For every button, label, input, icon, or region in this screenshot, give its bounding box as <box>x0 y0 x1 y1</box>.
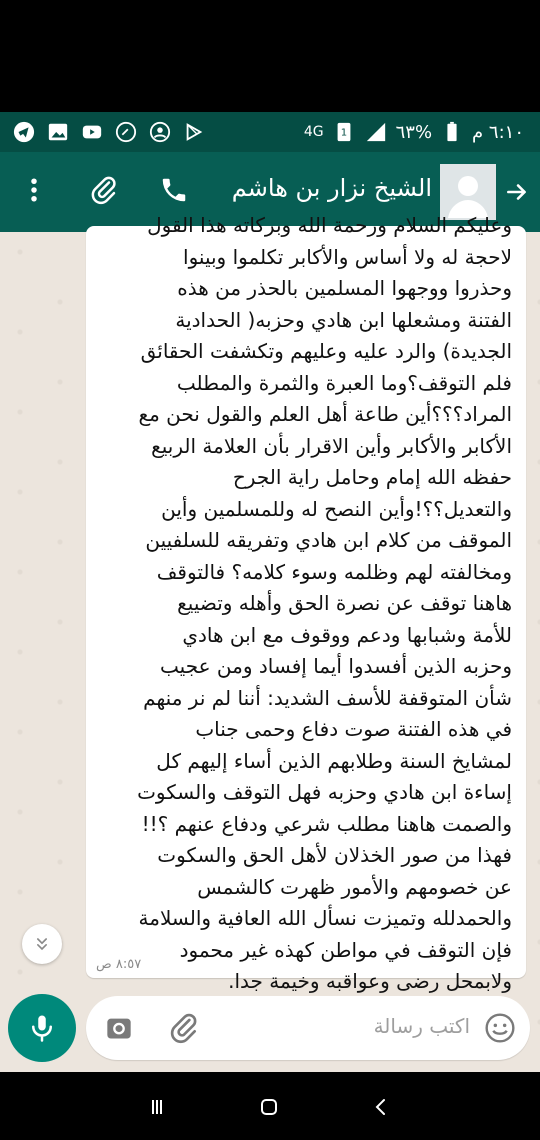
scroll-down-button[interactable] <box>22 924 62 964</box>
input-bar <box>0 986 540 1072</box>
message-bubble[interactable] <box>86 213 526 993</box>
message-line: الجديدة) والرد عليه وعليهم وتكشفت الحقائق <box>140 339 512 363</box>
message-line: فلم التوقف؟وما العبرة والثمرة والمطلب <box>176 370 512 395</box>
microphone-icon <box>27 1013 57 1043</box>
message-line: حفظه الله إمام وحامل راية الجرح <box>232 465 512 489</box>
message-line: وحزبه الذين أفسدوا أيما إفساد ومن عجيب <box>160 654 512 678</box>
message-line: شأن المتوقفة للأسف الشديد: أننا لم نر منهم <box>143 685 512 710</box>
phone-icon <box>159 175 189 205</box>
gallery-icon <box>46 120 70 144</box>
message-line: هاهنا توقف عن نصرة الحق وأهله وتضييع <box>177 591 512 615</box>
chevron-left-icon <box>369 1095 393 1119</box>
top-black-band <box>0 0 540 112</box>
message-line: فإن التوقف في مواطن كهذه غير محمود <box>179 937 512 962</box>
menu-lines-icon <box>145 1095 169 1119</box>
signal-icon <box>364 120 388 144</box>
home-square-icon <box>257 1095 281 1119</box>
message-line: وعليكم السلام ورحمة الله وبركاته هذا القول <box>147 213 512 237</box>
battery-percent: %٦٣ <box>395 121 433 143</box>
message-time: ٨:٥٧ ص <box>96 957 142 972</box>
double-chevron-down-icon <box>32 934 52 954</box>
system-nav-bar <box>0 1072 540 1140</box>
message-line: لمشايخ السنة وطلابهم الذين أساء إليهم كل <box>156 748 512 773</box>
message-line: والصمت هاهنا مطلب شرعي ودفاع عنهم ؟!! <box>141 811 512 836</box>
contact-name[interactable]: الشيخ نزار بن هاشم <box>231 174 432 202</box>
message-line: لاحجة له ولا أساس والأكابر تكلموا وبينوا <box>183 244 512 269</box>
attach-header-button[interactable] <box>84 170 124 210</box>
paperclip-icon[interactable] <box>168 1012 200 1044</box>
message-line: في هذه الفتنة صوت دفاع وحمى جناب <box>195 717 512 741</box>
mic-button[interactable] <box>8 994 76 1062</box>
youtube-icon <box>80 120 104 144</box>
back-nav-button[interactable] <box>366 1094 396 1120</box>
message-input[interactable] <box>86 996 530 1060</box>
camera-icon[interactable] <box>104 1014 134 1042</box>
arrow-back-icon <box>504 179 530 205</box>
status-notifications <box>12 120 206 144</box>
notification-icon <box>148 120 172 144</box>
home-button[interactable] <box>254 1094 284 1120</box>
telegram-icon <box>12 120 36 144</box>
message-line: فهذا من صور الخذلان لأهل الحق والسكوت <box>157 843 512 867</box>
emoji-icon[interactable] <box>484 1012 516 1044</box>
play-store-icon <box>182 120 206 144</box>
sim-icon <box>332 120 356 144</box>
message-line: الموقف من كلام ابن هادي وتفريقه للسلفيين <box>145 528 512 552</box>
message-line: الفتنة ومشعلها ابن هادي وحزبه( الحدادية <box>175 307 512 332</box>
message-placeholder: اكتب رسالة <box>373 1014 470 1038</box>
message-line: عن خصومهم والأمور ظهرت كالشمس <box>197 874 512 899</box>
message-line: والتعديل؟؟!وأين النصح له وللمسلمين وأين <box>161 496 512 521</box>
call-button[interactable] <box>154 170 194 210</box>
paperclip-icon <box>89 175 119 205</box>
back-button[interactable] <box>500 174 534 210</box>
network-type: 4G <box>303 124 324 140</box>
status-time: ٦:١٠ م <box>472 121 524 143</box>
svg-text:1: 1 <box>340 127 347 139</box>
battery-icon <box>440 120 464 144</box>
message-line: للأمة وشبابها ودعم ووقوف مع ابن هادي <box>182 622 512 647</box>
message-line: الأكابر والأكابر وأين الاقرار بأن العلامة الربيع <box>151 433 512 458</box>
message-line: وحذروا ووجهوا المسلمين بالحذر من هذه <box>177 276 512 300</box>
header-actions <box>14 170 194 210</box>
recents-button[interactable] <box>142 1094 172 1120</box>
chat-area[interactable] <box>0 213 540 1072</box>
message-line: ومخالفته لهم وظلمه وسوء كلامه؟ فالتوقف <box>156 559 512 584</box>
message-line: إساءة ابن هادي وحزبه فهل التوقف والسكوت <box>137 780 512 804</box>
message-line: والحمدلله وتميزت نسأل الله العافية والسلامة <box>138 906 512 930</box>
app-notification-icon <box>114 120 138 144</box>
menu-button[interactable] <box>14 170 54 210</box>
message-line: المراد؟؟؟أين طاعة أهل العلم والقول نحن مع <box>138 402 512 426</box>
status-system <box>304 120 524 144</box>
message-text <box>98 213 512 998</box>
message-line: ولابمحل رضى وعواقبه وخيمة جدا. <box>228 969 512 993</box>
status-bar <box>0 112 540 152</box>
more-vertical-icon <box>19 175 49 205</box>
